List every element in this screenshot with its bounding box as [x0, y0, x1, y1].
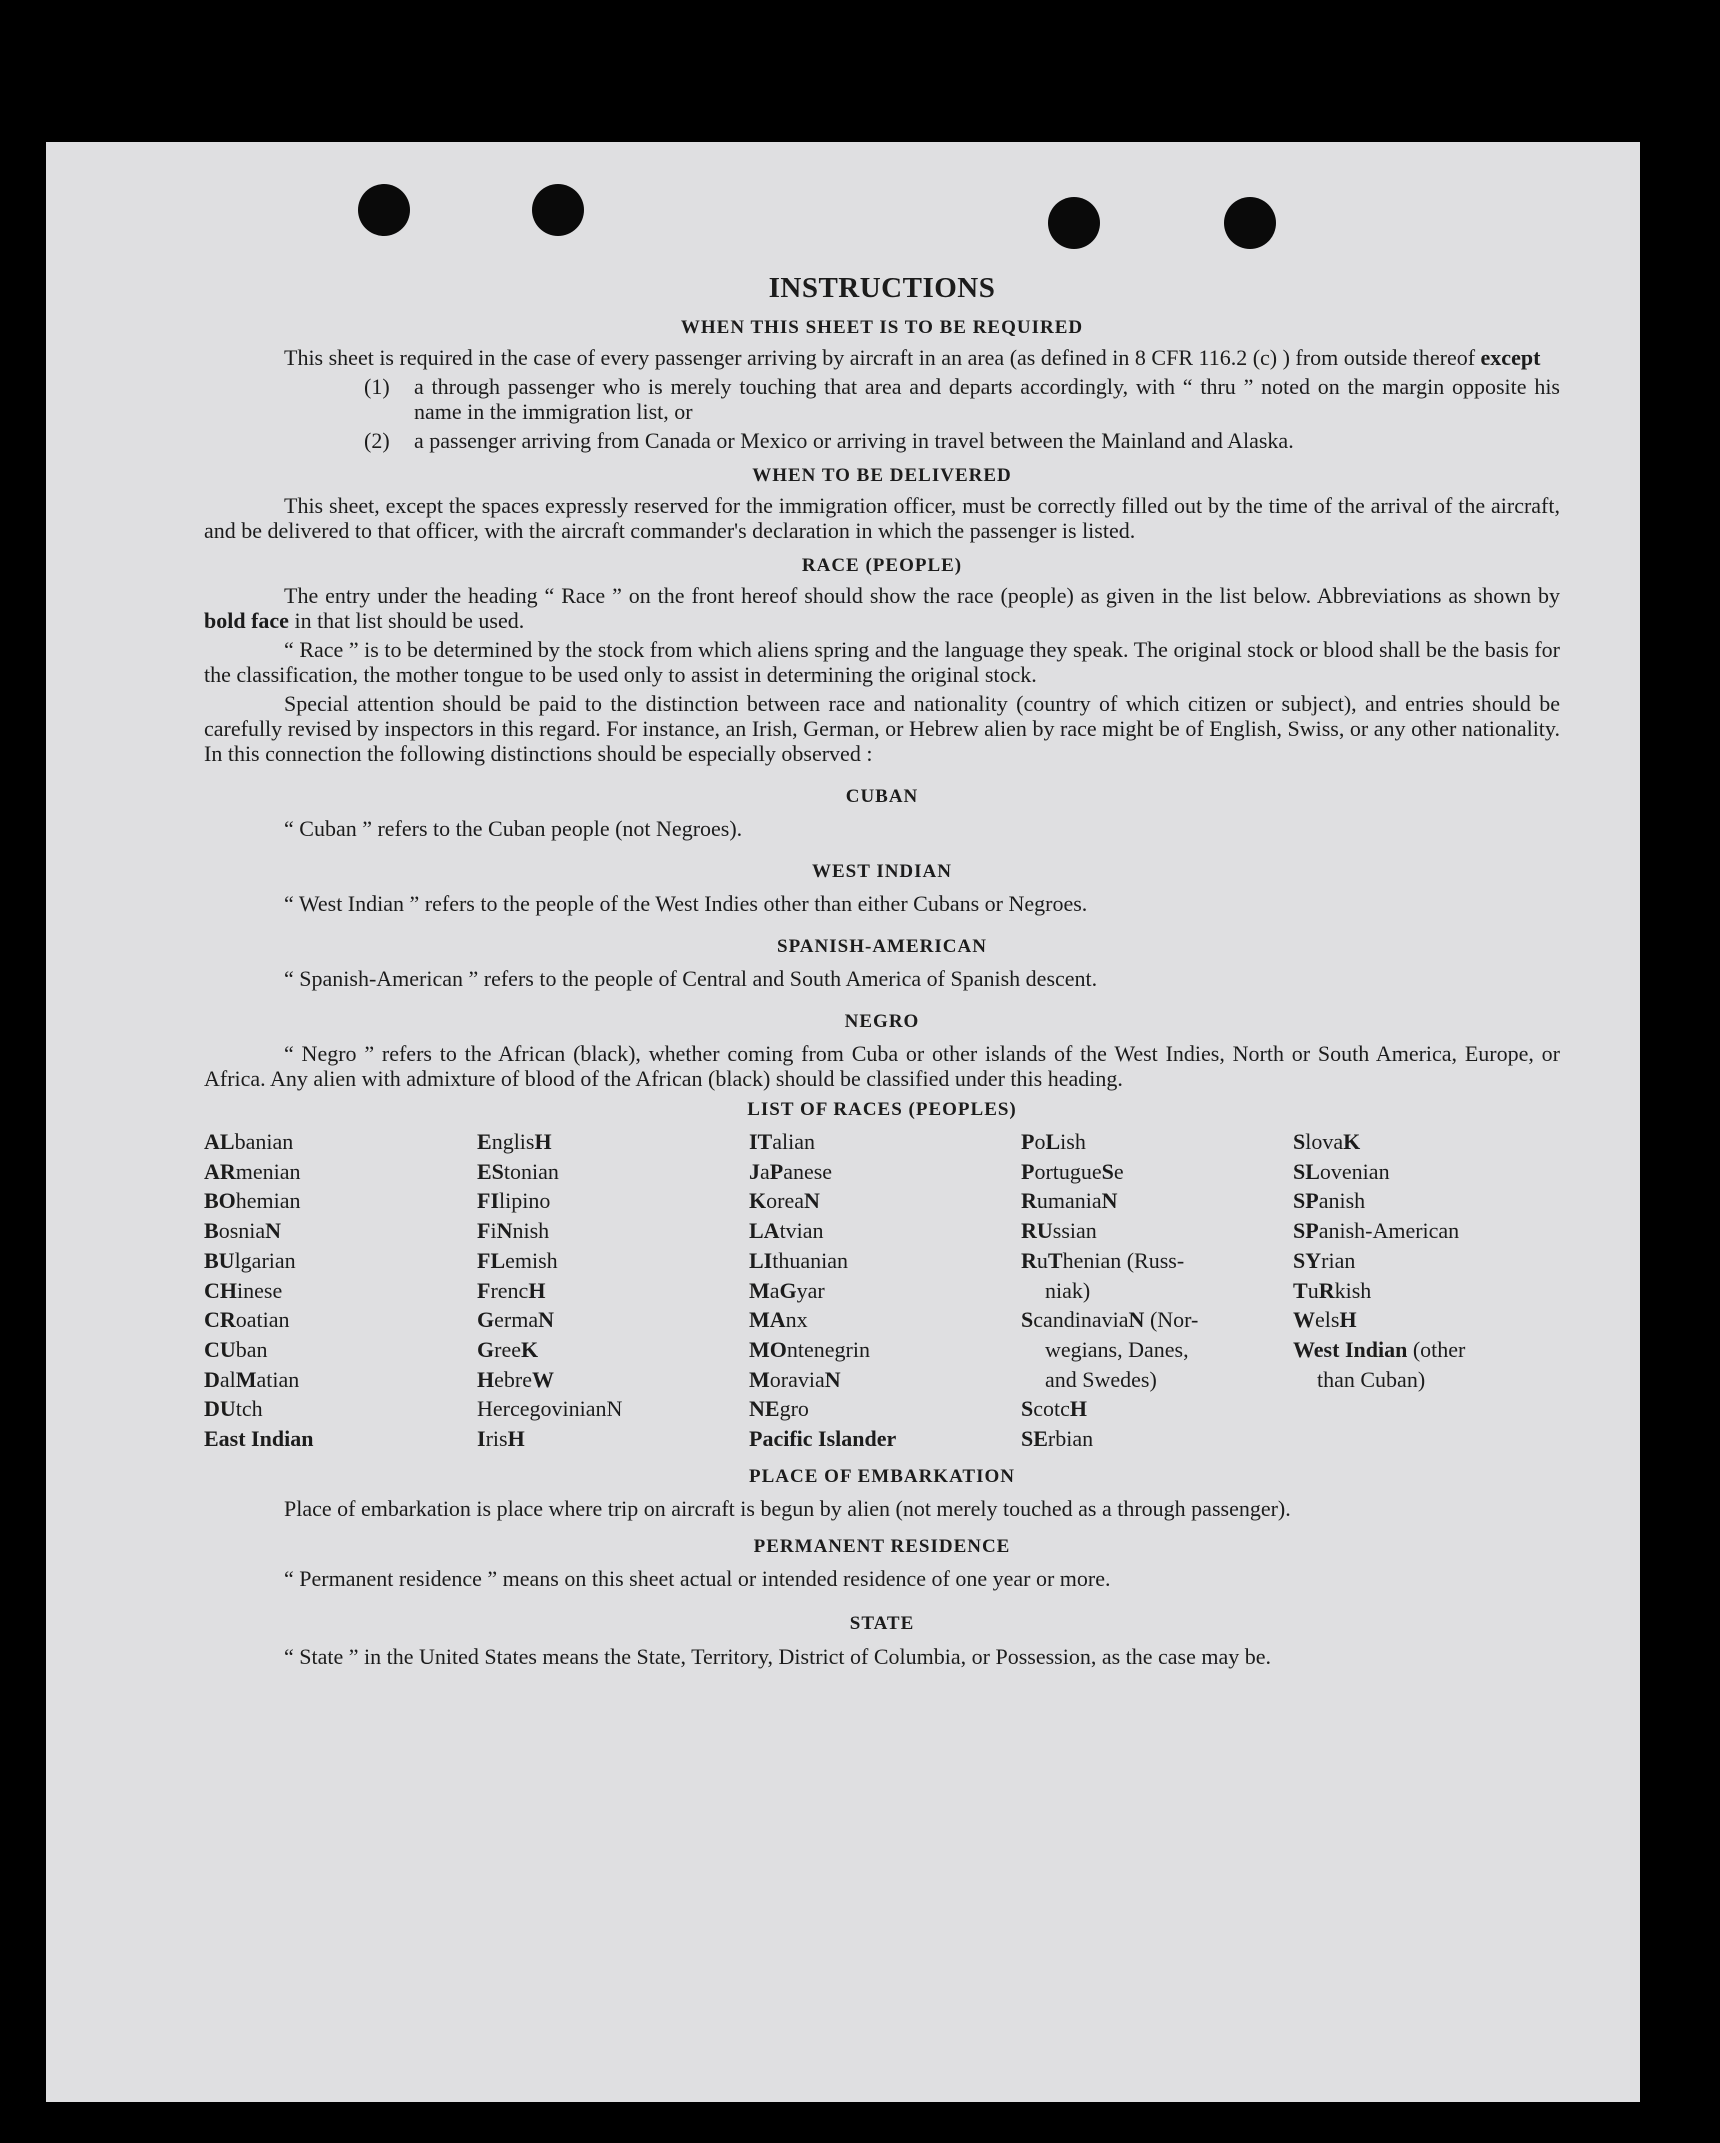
section-heading-spanish-american: SPANISH-AMERICAN: [777, 936, 987, 957]
race-entry: JaPanese: [749, 1158, 833, 1184]
exception-item-2: (2) a passenger arriving from Canada or Mexico or arriving in travel between the Mainland and Alaska.: [364, 428, 1294, 453]
race-entry: DUtch: [204, 1396, 263, 1422]
negro-definition: “ Negro ” refers to the African (black), whether coming from Cuba or other islands of the West Indies, North or South America, Europe, or Africa. Any alien with admixture of blood of the African (black) should be classified under this heading.: [204, 1041, 1560, 1091]
west-indian-definition: “ West Indian ” refers to the people of the West Indies other than either Cubans or Negroes.: [284, 891, 1088, 916]
race-entry: CRoatian: [204, 1307, 290, 1333]
race-paragraph-3: Special attention should be paid to the distinction between race and nationality (country of which citizen or subject), and entries should be carefully revised by inspectors in this regard. For instance, an Irish, German, or Hebrew alien by race might be of English, Swiss, or any other nationality. In this connection the following distinctions should be especially observed :: [204, 691, 1560, 766]
race-empty-cell: [1293, 1394, 1560, 1424]
races-list: [204, 1127, 1560, 1454]
section-heading-delivered: WHEN TO BE DELIVERED: [752, 465, 1012, 486]
race-entry: FIlipino: [477, 1188, 551, 1214]
race-entry: WelsH: [1293, 1307, 1357, 1333]
spanish-american-definition: “ Spanish-American ” refers to the people of Central and South America of Spanish descent.: [284, 966, 1098, 991]
race-entry: SYrian: [1293, 1247, 1356, 1273]
race-entry: GermaN: [477, 1307, 554, 1333]
race-entry: BUlgarian: [204, 1247, 296, 1273]
page-title: INSTRUCTIONS: [768, 272, 996, 304]
race-entry: GreeK: [477, 1336, 539, 1362]
race-entry: DalMatian: [204, 1366, 300, 1392]
race-entry: NEgro: [749, 1396, 809, 1422]
race-entry: ScandinaviaN (Nor-: [1021, 1307, 1199, 1333]
punch-hole: [358, 184, 410, 236]
race-entry: EStonian: [477, 1158, 559, 1184]
race-entry: SErbian: [1021, 1426, 1094, 1452]
race-entry: LIthuanian: [749, 1247, 849, 1273]
race-entry: MaGyar: [749, 1277, 825, 1303]
cuban-definition: “ Cuban ” refers to the Cuban people (not Negroes).: [284, 816, 743, 841]
residence-definition: “ Permanent residence ” means on this sheet actual or intended residence of one year or more.: [284, 1565, 1111, 1591]
race-entry: KoreaN: [749, 1188, 820, 1214]
punch-hole: [532, 184, 584, 236]
race-entry: than Cuban): [1317, 1366, 1426, 1392]
required-paragraph: This sheet is required in the case of every passenger arriving by aircraft in an area (as defined in 8 CFR 116.2 (c) ) from outside thereof except: [284, 345, 1541, 370]
race-entry: HercegovinianN: [477, 1396, 623, 1422]
section-heading-state: STATE: [849, 1612, 915, 1634]
race-entry: EnglisH: [477, 1129, 552, 1154]
race-entry: BOhemian: [204, 1188, 301, 1214]
race-entry: RUssian: [1021, 1218, 1097, 1244]
instructions-content: [204, 272, 1560, 1673]
race-entry: Pacific Islander: [749, 1426, 897, 1452]
race-entry: and Swedes): [1045, 1366, 1157, 1392]
race-entry: CHinese: [204, 1277, 283, 1303]
race-paragraph-1: The entry under the heading “ Race ” on the front hereof should show the race (people) as given in the list below. Abbreviations as shown by bold face in that list should be used.: [204, 583, 1560, 633]
exception-item-1: (1) a through passenger who is merely touching that area and departs accordingly, with “ thru ” noted on the margin opposite his name in the immigration list, or: [364, 374, 1560, 424]
section-heading-cuban: CUBAN: [845, 786, 919, 807]
section-heading-list-of-races: LIST OF RACES (PEOPLES): [747, 1099, 1017, 1120]
race-entry: RumaniaN: [1021, 1188, 1118, 1214]
race-entry: MoraviaN: [749, 1366, 841, 1392]
race-entry: HebreW: [477, 1366, 554, 1392]
section-heading-race: RACE (PEOPLE): [801, 555, 963, 576]
document-sheet: [46, 142, 1640, 2102]
race-entry: PortugueSe: [1021, 1158, 1124, 1184]
section-heading-required: WHEN THIS SHEET IS TO BE REQUIRED: [680, 317, 1084, 338]
race-entry: ARmenian: [204, 1158, 301, 1184]
race-entry: PoLish: [1021, 1129, 1086, 1154]
punch-hole: [1224, 197, 1276, 249]
race-entry: TuRkish: [1293, 1277, 1372, 1303]
race-entry: ALbanian: [204, 1129, 294, 1154]
section-heading-negro: NEGRO: [844, 1011, 920, 1032]
race-entry: CUban: [204, 1336, 268, 1362]
race-entry: RuThenian (Russ-: [1021, 1247, 1185, 1273]
section-heading-residence: PERMANENT RESIDENCE: [753, 1535, 1011, 1557]
race-entry: ScotcH: [1021, 1396, 1088, 1422]
race-entry: niak): [1045, 1277, 1091, 1303]
section-heading-embarkation: PLACE OF EMBARKATION: [749, 1465, 1015, 1487]
punch-hole: [1048, 197, 1100, 249]
embarkation-definition: Place of embarkation is place where trip on aircraft is begun by alien (not merely touched as a through passenger).: [284, 1495, 1291, 1521]
race-entry: MAnx: [749, 1307, 808, 1333]
race-entry: SPanish: [1293, 1188, 1366, 1214]
race-entry: FiNnish: [477, 1218, 550, 1244]
race-entry: SlovaK: [1293, 1129, 1361, 1154]
race-entry: ITalian: [749, 1129, 816, 1154]
race-entry: LAtvian: [749, 1218, 824, 1244]
race-entry: SPanish-American: [1293, 1218, 1460, 1244]
race-entry: wegians, Danes,: [1045, 1336, 1189, 1362]
race-paragraph-2: “ Race ” is to be determined by the stock from which aliens spring and the language they speak. The original stock or blood shall be the basis for the classification, the mother tongue to be used only to assist in determining the original stock.: [204, 637, 1560, 687]
race-entry: BosniaN: [204, 1218, 282, 1244]
race-entry: West Indian (other: [1293, 1336, 1466, 1362]
delivered-paragraph: This sheet, except the spaces expressly reserved for the immigration officer, must be correctly filled out by the time of the arrival of the aircraft, and be delivered to that officer, with the aircraft commander's declaration in which the passenger is listed.: [204, 493, 1560, 543]
race-entry: MOntenegrin: [749, 1336, 870, 1362]
race-entry: FLemish: [477, 1247, 558, 1273]
race-entry: IrisH: [477, 1426, 525, 1452]
race-empty-cell: [1293, 1424, 1560, 1454]
race-entry: SLovenian: [1293, 1158, 1390, 1184]
state-definition: “ State ” in the United States means the State, Territory, District of Columbia, or Possession, as the case may be.: [284, 1643, 1272, 1669]
race-entry: East Indian: [204, 1426, 314, 1452]
race-entry: FrencH: [477, 1277, 546, 1303]
section-heading-west-indian: WEST INDIAN: [812, 861, 952, 882]
